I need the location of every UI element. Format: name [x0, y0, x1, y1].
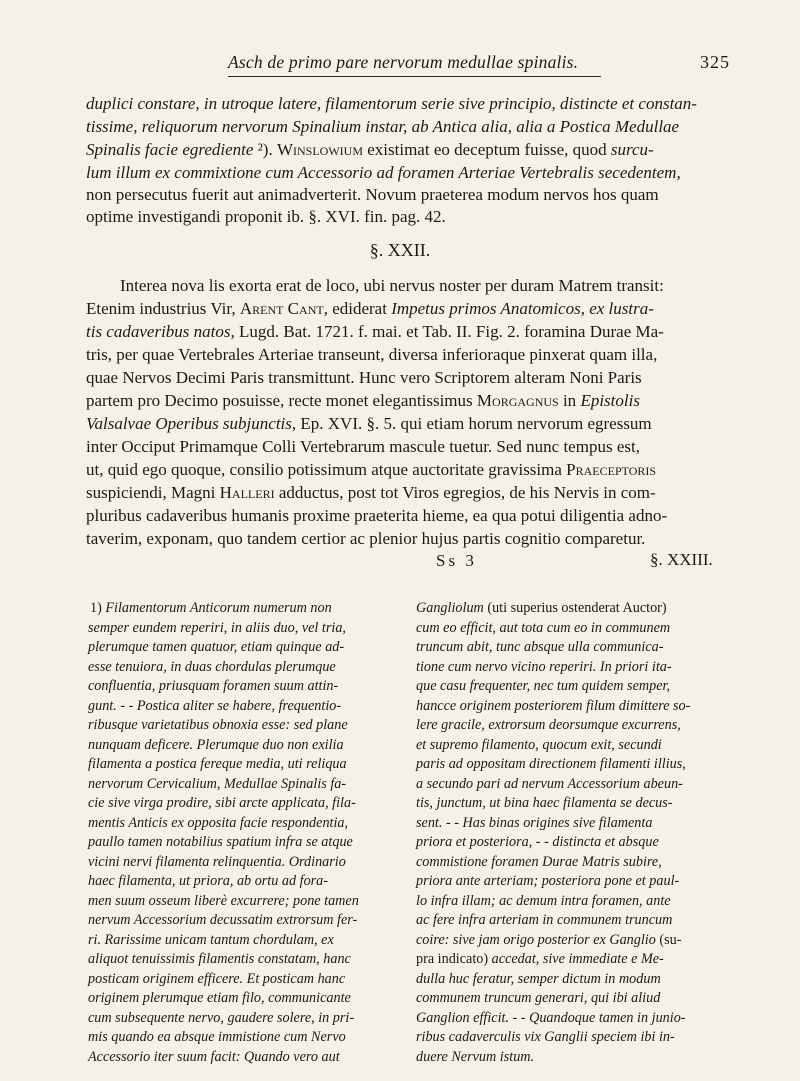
footnote-line: a secundo pari ad nervum Accessorium abeun- — [416, 775, 683, 792]
catchword: §. XXIII. — [650, 550, 713, 569]
footnote-line: priora et posteriora, - - distincta et absque — [416, 834, 659, 850]
text-line: taverim, exponam, quo tandem certior ac plenior hujus partis cognitio comparetur. — [86, 529, 646, 548]
text-line: Interea nova lis exorta erat de loco, ubi nervus noster per duram Matrem transit: — [120, 276, 664, 295]
footnote-line: gunt. - - Postica aliter se habere, frequentio- — [88, 697, 342, 714]
text-line: optime investigandi proponit ib. §. XVI. fin. pag. 42. — [86, 207, 446, 226]
footnote-line: nervum Accessorium decussatim extrorsum fer- — [88, 912, 358, 928]
footnote-line: cum eo efficit, aut tota cum eo in communem — [416, 619, 671, 636]
running-title: Asch de primo pare nervorum medullae spinalis. — [228, 52, 579, 72]
footnote-line: hancce originem posteriorem filum dimittere so- — [416, 697, 691, 714]
footnote-line: coire: sive jam origo posterior ex Ganglio (su- — [416, 931, 682, 948]
footnote-line: confluentia, priusquam foramen suum attin- — [88, 678, 339, 694]
footnote-line: tis, junctum, ut bina haec filamenta se decus- — [416, 795, 673, 811]
footnote-line: aliquot tenuissimis filamentis constatam, hanc — [88, 951, 351, 967]
footnote-line: dulla huc feratur, semper dictum in modum — [416, 970, 661, 987]
footnote-line: ribusque varietatibus obnoxia esse: sed plane — [88, 717, 348, 733]
footnote-line: posticam originem efficere. Et posticam hanc — [88, 970, 346, 987]
text-line: partem pro Decimo posuisse, recte monet elegantissimus Morgagnus in Epistolis — [86, 391, 640, 410]
footnote-line: Gangliolum (uti superius ostenderat Auctor) — [416, 600, 667, 616]
footnote-line: truncum abit, tunc absque ulla communica- — [416, 639, 664, 655]
footnote-line: haec filamenta, ut priora, ab ortu ad fora- — [88, 873, 328, 889]
footnote-line: lo infra illam; ac demum intra foramen, ante — [416, 892, 671, 909]
text-line: Spinalis facie egrediente ²). Winslowium existimat eo deceptum fuisse, quod surcu- — [86, 140, 654, 159]
text-line: tis cadaveribus natos, Lugd. Bat. 1721. f. mai. et Tab. II. Fig. 2. foramina Durae Ma- — [86, 322, 664, 341]
footnote-line: pra indicato) accedat, sive immediate e Me- — [416, 951, 664, 967]
text-line: duplici constare, in utroque latere, filamentorum serie sive principio, distincte et constan- — [86, 94, 697, 113]
text-line: non persecutus fuerit aut animadverterit. Novum praeterea modum nervos hos quam — [86, 185, 659, 204]
footnote-line: communem truncum generari, qui ibi aliud — [416, 990, 661, 1006]
signature-mark: Ss 3 — [436, 551, 477, 570]
page-number: 325 — [700, 52, 730, 72]
footnote-line: ribus cadaverculis vix Ganglii speciem ibi in- — [416, 1029, 675, 1045]
text-line: tris, per quae Vertebrales Arteriae transeunt, diversa inferioraque pinxerat quam illa, — [86, 345, 658, 364]
footnote-line: cie sive virga prodire, sibi arcte applicata, fila- — [88, 795, 356, 811]
footnote-line: plerumque tamen quatuor, etiam quinque ad- — [88, 639, 345, 655]
text-line: inter Occiput Primamque Colli Vertebrarum mascule tuetur. Sed nunc tempus est, — [86, 437, 640, 456]
footnote-line: ac fere infra arteriam in communem truncum — [416, 912, 673, 928]
footnote-line: nervorum Cervicalium, Medullae Spinalis fa- — [88, 775, 347, 792]
footnote-line: ri. Rarissime unicam tantum chordulam, ex — [88, 931, 334, 948]
text-line: ut, quid ego quoque, consilio potissimum atque auctoritate gravissima Praeceptoris — [86, 460, 657, 479]
header-rule — [228, 76, 601, 77]
footnote-line: tione cum nervo vicino reperiri. In priori ita- — [416, 658, 672, 675]
footnote-line: que casu frequenter, nec tum quidem semper, — [416, 678, 671, 694]
footnote-line: paris ad oppositam directionem filamenti illius, — [416, 756, 686, 772]
footnote-line: nunquam deficere. Plerumque duo non exilia — [88, 736, 344, 753]
footnote-line: Ganglion efficit. - - Quandoque tamen in junio- — [416, 1009, 686, 1026]
footnote-line: cum subsequente nervo, gaudere solere, in pri- — [88, 1009, 355, 1026]
footnote-line: et supremo filamento, quocum exit, secundi — [416, 736, 662, 753]
footnote-line: sent. - - Has binas origines sive filamenta — [416, 814, 653, 831]
text-line: suspiciendi, Magni Halleri adductus, post tot Viros egregios, de his Nervis in com- — [86, 483, 656, 502]
text-line: lum illum ex commixtione cum Accessorio ad foramen Arteriae Vertebralis secedentem, — [86, 163, 681, 182]
text-line: Valsalvae Operibus subjunctis, Ep. XVI. §. 5. qui etiam horum nervorum egressum — [86, 414, 652, 433]
footnote-line: duere Nervum istum. — [416, 1048, 535, 1065]
footnote-line: mentis Anticis ex opposita facie respondentia, — [88, 814, 349, 831]
footnote-line: 1) Filamentorum Anticorum numerum non — [90, 600, 332, 616]
running-head — [0, 52, 800, 78]
footnote-line: priora ante arteriam; posteriora pone et paul- — [416, 873, 680, 889]
text-line: quae Nervos Decimi Paris transmittunt. Hunc vero Scriptorem alteram Noni Paris — [86, 368, 642, 387]
footnote-line: mis quando ea absque immistione cum Nervo — [88, 1029, 346, 1045]
footnote-line: vicini nervi filamenta relinquentia. Ordinario — [88, 853, 346, 870]
footnote-line: originem plerumque etiam filo, communicante — [88, 990, 351, 1006]
text-line: tissime, reliquorum nervorum Spinalium instar, ab Antica alia, alia a Postica Medullae — [86, 117, 680, 136]
text-line: pluribus cadaveribus humanis proxime praeterita hieme, ea qua potui diligentia adno- — [86, 506, 668, 525]
footnote-line: lere gracile, extrorsum deorsumque excurrens, — [416, 717, 681, 733]
text-line: Etenim industrius Vir, Arent Cant, ediderat Impetus primos Anatomicos, ex lustra- — [86, 299, 654, 318]
footnote-line: paullo tamen notabilius spatium infra se atque — [88, 834, 353, 850]
footnote-line: esse tenuiora, in duas chordulas plerumque — [88, 658, 336, 675]
footnote-line: men suum osseum liberè excurrere; pone tamen — [88, 892, 359, 909]
footnote-line: Accessorio iter suum facit: Quando vero aut — [88, 1048, 340, 1065]
footnote-line: commistione foramen Durae Matris subire, — [416, 853, 662, 870]
section-heading: §. XXII. — [369, 240, 431, 260]
footnote-line: semper eundem reperiri, in aliis duo, vel tria, — [88, 619, 346, 636]
footnote-line: filamenta a postica fereque media, uti reliqua — [88, 756, 347, 772]
